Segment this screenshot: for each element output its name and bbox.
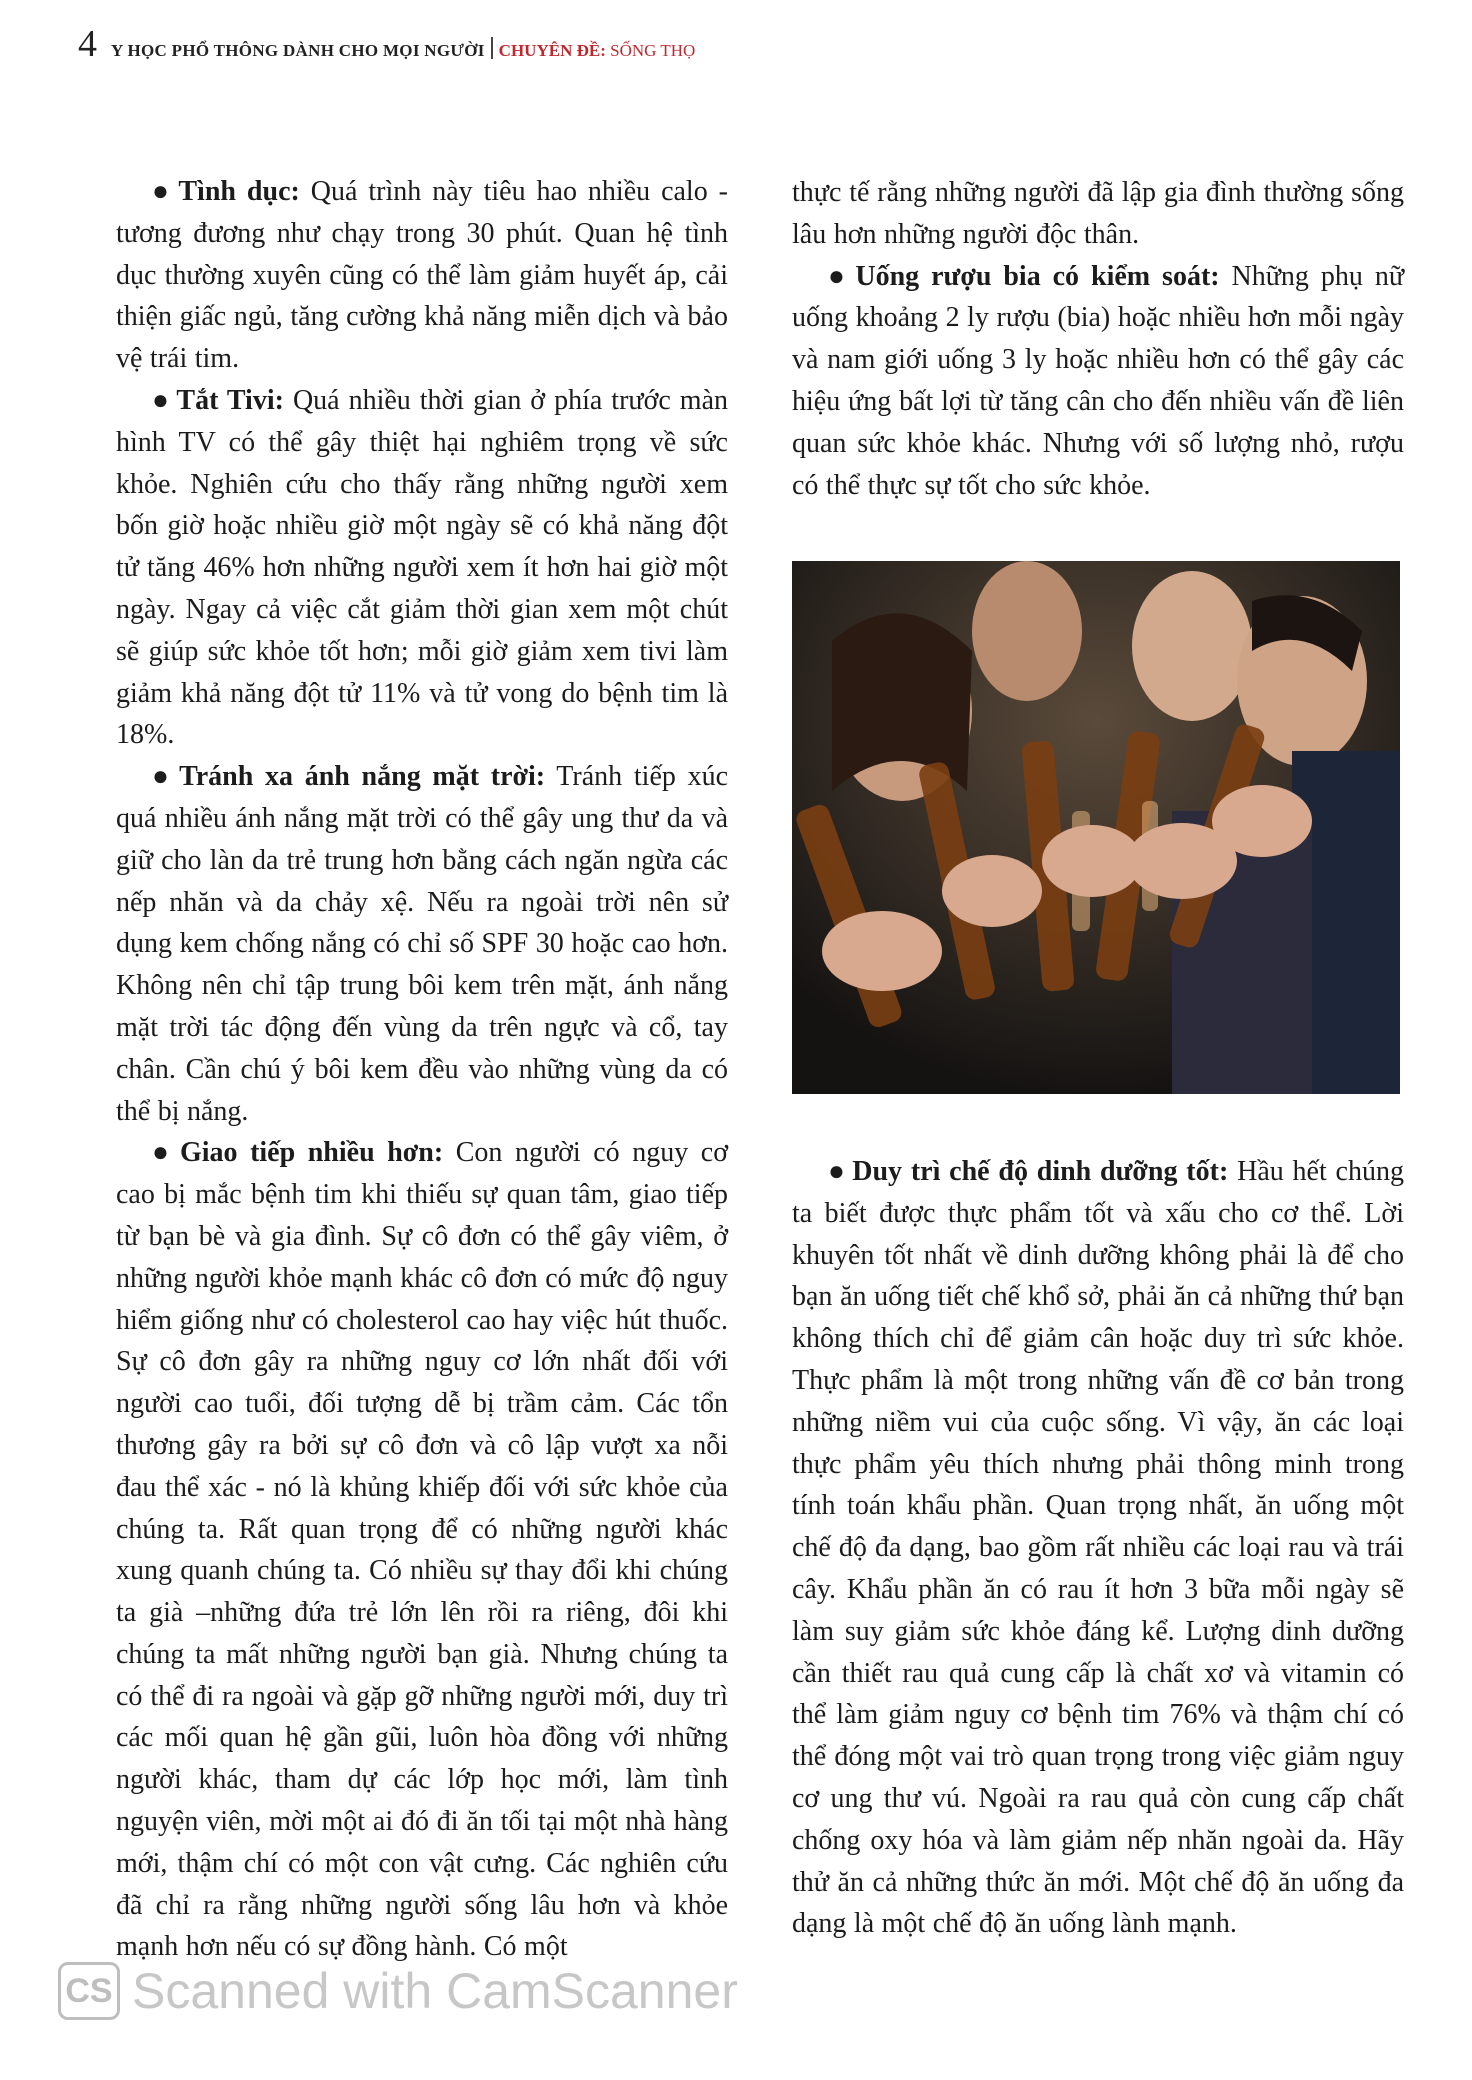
paragraph-sun bbox=[116, 756, 728, 1132]
paragraph-lead: Tình dục: bbox=[178, 176, 300, 207]
bullet-icon: ● bbox=[828, 260, 850, 292]
photo-illustration bbox=[792, 561, 1400, 1094]
topic bbox=[499, 41, 696, 61]
bullet-icon: ● bbox=[152, 1137, 174, 1169]
paragraph-social bbox=[116, 1132, 728, 1968]
paragraph-continuation: thực tế rằng những người đã lập gia đình thường sống lâu hơn những người độc thân. bbox=[792, 177, 1404, 250]
paragraph-text: Con người có nguy cơ cao bị mắc bệnh tim khi thiếu sự quan tâm, giao tiếp từ bạn bè và gia đình. Sự cô đơn có thể gây viêm, ở những người khỏe mạnh khác cô đơn có mức độ nguy hiểm giống như có cholesterol cao hay việc hút thuốc. Sự cô đơn gây ra những nguy cơ lớn nhất đối với người cao tuổi, đối tượng dễ bị trầm cảm. Các tổn thương gây ra bởi sự cô đơn và cô lập vượt xa nỗi đau thể xác - nó là khủng khiếp đối với sức khỏe của chúng ta. Rất quan trọng để có những người khác xung quanh chúng ta. Có nhiều sự thay đổi khi chúng ta già –những đứa trẻ lớn lên rồi ra riêng, đôi khi chúng ta mất những người bạn già. Nhưng chúng ta có thể đi ra ngoài và gặp gỡ những người mới, duy trì các mối quan hệ gần gũi, luôn hòa đồng với những người khác, tham dự các lớp học mới, làm tình nguyện viên, mời một ai đó đi ăn tối tại một nhà hàng mới, thậm chí có một con vật cưng. Các nghiên cứu đã chỉ ra rằng những người sống lâu hơn và khỏe mạnh hơn nếu có sự đồng hành. Có một bbox=[116, 1137, 728, 1963]
bullet-icon: ● bbox=[828, 1156, 847, 1187]
camscanner-logo-icon: CS bbox=[58, 1962, 120, 2020]
paragraph-text: Những phụ nữ uống khoảng 2 ly rượu (bia) hoặc nhiều hơn mỗi ngày và nam giới uống 3 ly hoặc nhiều hơn có thể gây các hiệu ứng bất lợi từ tăng cân cho đến nhiều vấn đề liên quan sức khỏe khác. Nhưng với số lượng nhỏ, rượu có thể thực sự tốt cho sức khỏe. bbox=[792, 260, 1404, 501]
paragraph-lead: Duy trì chế độ dinh dưỡng tốt: bbox=[852, 1156, 1229, 1187]
paragraph-lead: Tắt Tivi: bbox=[176, 384, 284, 416]
photo-people-toasting bbox=[792, 561, 1400, 1094]
page-header bbox=[78, 22, 695, 66]
watermark-text: Scanned with CamScanner bbox=[132, 1963, 738, 2019]
right-column-top bbox=[792, 172, 1404, 506]
header-divider bbox=[491, 37, 493, 59]
topic-label: CHUYÊN ĐỀ: bbox=[498, 41, 606, 60]
page-number: 4 bbox=[78, 23, 97, 65]
paragraph-alcohol bbox=[792, 256, 1404, 507]
journal-title: Y HỌC PHỔ THÔNG DÀNH CHO MỌI NGƯỜI bbox=[111, 41, 485, 60]
bullet-icon: ● bbox=[152, 384, 171, 416]
paragraph-sex bbox=[116, 171, 728, 380]
paragraph-text: Quá trình này tiêu hao nhiều calo - tương đương như chạy trong 30 phút. Quan hệ tình dục thường xuyên cũng có thể làm giảm huyết áp, cải thiện giấc ngủ, tăng cường khả năng miễn dịch và bảo vệ trái tim. bbox=[116, 176, 728, 375]
paragraph-text: Tránh tiếp xúc quá nhiều ánh nắng mặt trời có thể gây ung thư da và giữ cho làn da trẻ trung hơn bằng cách ngăn ngừa các nếp nhăn và da chảy xệ. Nếu ra ngoài trời nên sử dụng kem chống nắng có chỉ số SPF 30 hoặc cao hơn. Không nên chỉ tập trung bôi kem trên mặt, ánh nắng mặt trời tác động đến vùng da trên ngực và cổ, tay chân. Cần chú ý bôi kem đều vào những vùng da có thể bị nắng. bbox=[116, 761, 728, 1127]
paragraph-lead: Giao tiếp nhiều hơn: bbox=[179, 1137, 444, 1169]
paragraph-lead: Uống rượu bia có kiểm soát: bbox=[855, 260, 1220, 292]
paragraph-lead: Tránh xa ánh nắng mặt trời: bbox=[179, 761, 546, 793]
paragraph-text: Hầu hết chúng ta biết được thực phẩm tốt và xấu cho cơ thể. Lời khuyên tốt nhất về dinh dưỡng không phải là để cho bạn ăn uống tiết chế khổ sở, phải ăn cả những thứ bạn không thích chỉ để giảm cân hoặc duy trì sức khỏe. Thực phẩm là một trong những vấn đề cơ bản trong những niềm vui của cuộc sống. Vì vậy, ăn các loại thực phẩm yêu thích nhưng phải thông minh trong tính toán khẩu phần. Quan trọng nhất, ăn uống một chế độ đa dạng, bao gồm rất nhiều các loại rau và trái cây. Khẩu phần ăn có rau ít hơn 3 bữa mỗi ngày sẽ làm suy giảm sức khỏe đáng kể. Lượng dinh dưỡng cần thiết rau quả cung cấp là chất xơ và vitamin có thể làm giảm nguy cơ bệnh tim 76% và thậm chí có thể đóng một vai trò quan trọng trong việc giảm nguy cơ ung thư vú. Ngoài ra rau quả còn cung cấp chất chống oxy hóa và làm giảm nếp nhăn ngoài da. Hãy thử ăn cả những thức ăn mới. Một chế độ ăn uống đa dạng là một chế độ ăn uống lành mạnh. bbox=[792, 1156, 1404, 1940]
paragraph-tv bbox=[116, 380, 728, 756]
paragraph-text: Quá nhiều thời gian ở phía trước màn hình TV có thể gây thiệt hại nghiêm trọng về sức khỏe. Nghiên cứu cho thấy rằng những người xem bốn giờ hoặc nhiều giờ một ngày sẽ có khả năng đột tử tăng 46% hơn những người xem ít hơn hai giờ một ngày. Ngay cả việc cắt giảm thời gian xem một chút sẽ giúp sức khỏe tốt hơn; mỗi giờ giảm xem tivi làm giảm khả năng đột tử 11% và tử vong do bệnh tim là 18%. bbox=[116, 384, 729, 751]
scanner-watermark bbox=[58, 1962, 738, 2020]
right-column-bottom bbox=[792, 1151, 1404, 1945]
paragraph-nutrition bbox=[792, 1151, 1404, 1945]
topic-value: SỐNG THỌ bbox=[610, 41, 696, 60]
left-column bbox=[116, 171, 728, 1968]
bullet-icon: ● bbox=[152, 761, 174, 793]
bullet-icon: ● bbox=[152, 176, 173, 207]
